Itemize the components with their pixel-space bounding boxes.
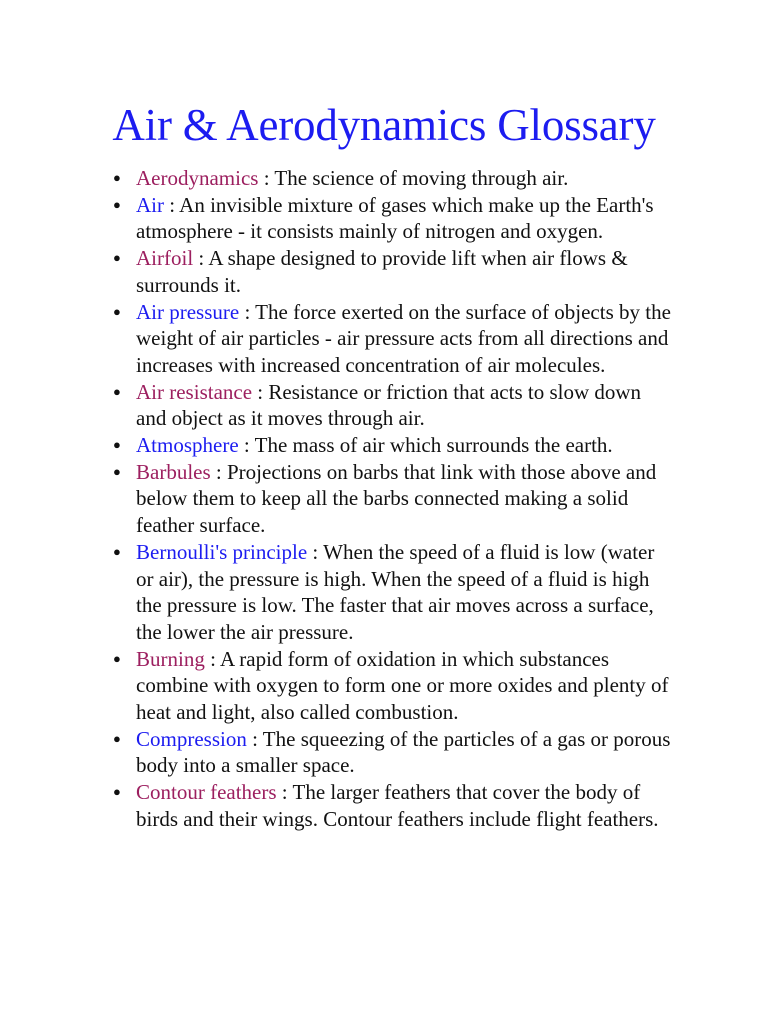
bullet-icon: ● [113,170,121,185]
glossary-definition: : The force exerted on the surface of objects by the weight of air particles - air pressure acts from all directions and increases with increased concentration of air molecules. [136,299,671,377]
glossary-term: Airfoil [136,246,194,271]
glossary-term: Aerodynamics [136,166,259,190]
glossary-term: Contour feathers [136,780,277,805]
glossary-term: Air resistance [136,379,253,404]
glossary-definition: : Resistance or friction that acts to slow down and object as it moves through air. [136,379,642,431]
glossary-entry [0,539,768,646]
bullet-icon: ● [113,303,121,319]
glossary-definition: : The science of moving through air. [258,166,569,190]
bullet-icon: ● [113,650,121,666]
bullet-icon: ● [113,383,121,399]
bullet-icon: ● [113,250,121,266]
glossary-term: Burning [136,646,205,671]
glossary-entry [0,646,768,726]
glossary-definition: : The larger feathers that cover the body of birds and their wings. Contour feathers include flight feathers. [136,780,659,831]
glossary-definition: : A rapid form of oxidation in which substances combine with oxygen to form one or more oxides and plenty of heat and light, also called combustion. [136,646,669,725]
bullet-icon: ● [113,437,121,453]
glossary-entry [0,245,768,298]
bullet-icon: ● [113,543,121,559]
bullet-icon: ● [113,730,121,746]
glossary-term: Air pressure [136,299,240,324]
glossary-entry [0,459,768,539]
glossary-term: Bernoulli's principle [136,539,308,564]
glossary-term: Air [136,192,164,217]
glossary-definition: : An invisible mixture of gases which make up the Earth's atmosphere - it consists mainly of nitrogen and oxygen. [136,192,654,244]
glossary-definition: : A shape designed to provide lift when air flows & surrounds it. [136,246,628,297]
glossary-entry [0,779,768,832]
glossary-entry [0,432,768,459]
glossary-entry [0,726,768,779]
bullet-icon: ● [113,784,121,800]
glossary-definition: : The squeezing of the particles of a gas or porous body into a smaller space. [136,726,671,778]
glossary-definition: : Projections on barbs that link with those above and below them to keep all the barbs connected making a solid feather surface. [136,459,657,538]
glossary-entry [0,379,768,432]
glossary-list [0,165,768,833]
glossary-entry [0,192,768,245]
glossary-definition: : When the speed of a fluid is low (water or air), the pressure is high. When the speed of a fluid is high the pressure is low. The faster that air moves across a surface, the lower the air pressure. [136,539,655,644]
bullet-icon: ● [113,463,121,479]
glossary-term: Compression [136,726,247,751]
glossary-entry [0,165,768,192]
glossary-definition: : The mass of air which surrounds the earth. [238,433,613,458]
page-title: Air & Aerodynamics Glossary [112,100,656,150]
bullet-icon: ● [113,196,121,212]
glossary-term: Atmosphere [136,433,239,458]
glossary-entry [0,299,768,379]
glossary-term: Barbules [136,459,211,484]
